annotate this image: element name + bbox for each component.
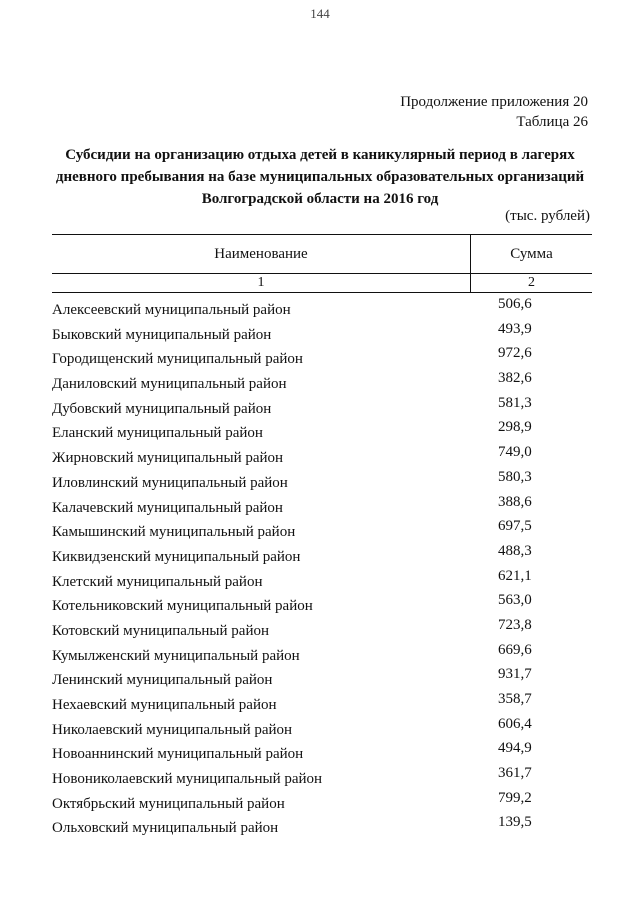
district-name: Нехаевский муниципальный район [52,697,277,713]
district-name: Дубовский муниципальный район [52,400,272,417]
district-name: Городищенский муниципальный район [52,351,303,368]
district-name: Октябрьский муниципальный район [52,795,285,812]
district-name: Жирновский муниципальный район [52,450,284,467]
title-line-1: Субсидии на организацию отдыха детей в каникулярный период в лагерях [65,147,575,163]
subsidy-amount: 358,7 [498,691,532,707]
district-name: Киквидзенский муниципальный район [52,548,301,565]
subsidy-amount: 972,6 [498,345,532,362]
subsidy-amount: 361,7 [498,765,532,782]
district-name: Калачевский муниципальный район [52,499,283,516]
table-body [52,296,592,843]
district-name: Даниловский муниципальный район [52,376,287,393]
subsidy-amount: 580,3 [498,468,532,485]
district-name: Новониколаевский муниципальный район [52,771,323,788]
appendix-continuation: Продолжение приложения 20 [400,94,588,110]
document-title [40,144,600,210]
district-name: Камышинский муниципальный район [52,524,296,541]
subsidy-amount: 488,3 [498,542,532,559]
table-row [52,814,592,843]
page-number: 144 [310,6,330,21]
subsidy-amount: 494,9 [498,740,532,757]
subsidy-amount: 669,6 [498,641,532,658]
district-name: Котельниковский муниципальный район [52,598,313,615]
district-name: Быковский муниципальный район [52,326,272,343]
subsidy-amount: 749,0 [498,444,532,461]
subsidy-amount: 621,1 [498,567,532,584]
column-number-1: 1 [257,275,265,290]
column-header-name: Наименование [214,246,308,262]
column-number-2: 2 [470,274,592,292]
title-line-2: дневного пребывания на базе муниципальных образовательных организаций [55,169,585,185]
subsidy-amount: 382,6 [498,370,532,387]
subsidy-amount: 697,5 [498,518,532,535]
subsidy-amount: 506,6 [498,296,532,312]
subsidy-amount: 723,8 [498,616,532,633]
district-name: Алексеевский муниципальный район [52,302,291,318]
table-header-row [52,234,592,274]
subsidy-amount: 298,9 [498,419,532,436]
table-label: Таблица 26 [516,114,588,130]
subsidy-amount: 606,4 [498,715,532,732]
district-name: Николаевский муниципальный район [52,721,293,738]
subsidy-amount: 581,3 [498,394,532,411]
district-name: Иловлинский муниципальный район [52,474,288,491]
subsidy-amount: 799,2 [498,789,532,806]
district-name: Еланский муниципальный район [52,425,263,442]
district-name: Кумылженский муниципальный район [52,647,300,664]
units-label: (тыс. рублей) [505,208,590,224]
column-header-sum: Сумма [470,235,592,273]
subsidy-amount: 388,6 [498,493,532,510]
subsidy-amount: 563,0 [498,592,532,609]
subsidy-amount: 139,5 [498,814,532,831]
title-line-3: Волгоградской области на 2016 год [201,191,439,207]
district-name: Котовский муниципальный район [52,622,270,639]
subsidy-amount: 931,7 [498,666,532,683]
district-name: Новоаннинский муниципальный район [52,746,304,763]
subsidy-amount: 493,9 [498,320,532,337]
district-name: Клетский муниципальный район [52,573,263,590]
district-name: Ольховский муниципальный район [52,820,279,837]
table-column-numbers-row [52,274,592,293]
table-header [52,234,592,293]
district-name: Ленинский муниципальный район [52,672,273,689]
